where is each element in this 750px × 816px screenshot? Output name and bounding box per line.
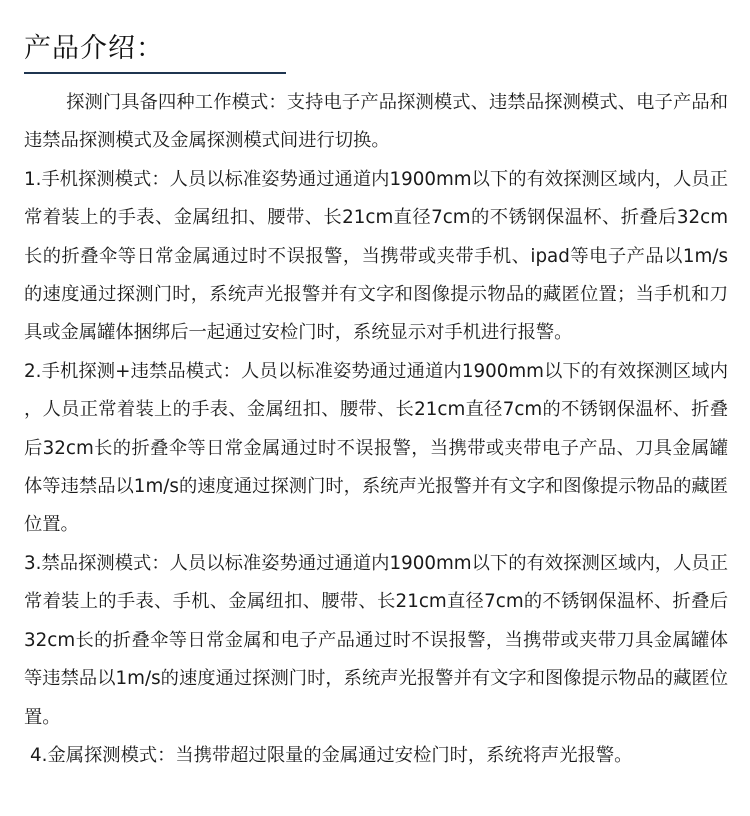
product-description <box>24 84 728 775</box>
title-underline <box>24 72 286 74</box>
mode-4-paragraph: 4.金属探测模式：当携带超过限量的金属通过安检门时，系统将声光报警。 <box>30 744 633 766</box>
mode-3-paragraph: 3.禁品探测模式：人员以标准姿势通过通道内1900mm以下的有效探测区域内，人员正常着装上的手表、手机、金属纽扣、腰带、长21cm直径7cm的不锈钢保温杯、折叠后32cm长的折叠伞等日常金属和电子产品通过时不误报警，当携带或夹带刀具金属罐体等违禁品以1m/s的速度通过探测门时，系统声光报警并有文字和图像提示物品的藏匿位置。 <box>24 552 728 728</box>
page-title: 产品介绍： <box>24 33 164 64</box>
mode-1-paragraph: 1.手机探测模式：人员以标准姿势通过通道内1900mm以下的有效探测区域内，人员正常着装上的手表、金属纽扣、腰带、长21cm直径7cm的不锈钢保温杯、折叠后32cm长的折叠伞等日常金属通过时不误报警，当携带或夹带手机、ipad等电子产品以1m/s的速度通过探测门时，系统声光报警并有文字和图像提示物品的藏匿位置；当手机和刀具或金属罐体捆绑后一起通过安检门时，系统显示对手机进行报警。 <box>24 168 728 344</box>
mode-2-paragraph: 2.手机探测+违禁品模式：人员以标准姿势通过通道内1900mm以下的有效探测区域内，人员正常着装上的手表、金属纽扣、腰带、长21cm直径7cm的不锈钢保温杯、折叠后32cm长的折叠伞等日常金属通过时不误报警，当携带或夹带电子产品、刀具金属罐体等违禁品以1m/s的速度通过探测门时，系统声光报警并有文字和图像提示物品的藏匿位置。 <box>24 360 728 536</box>
intro-paragraph: 探测门具备四种工作模式：支持电子产品探测模式、违禁品探测模式、电子产品和违禁品探测模式及金属探测模式间进行切换。 <box>24 92 728 152</box>
